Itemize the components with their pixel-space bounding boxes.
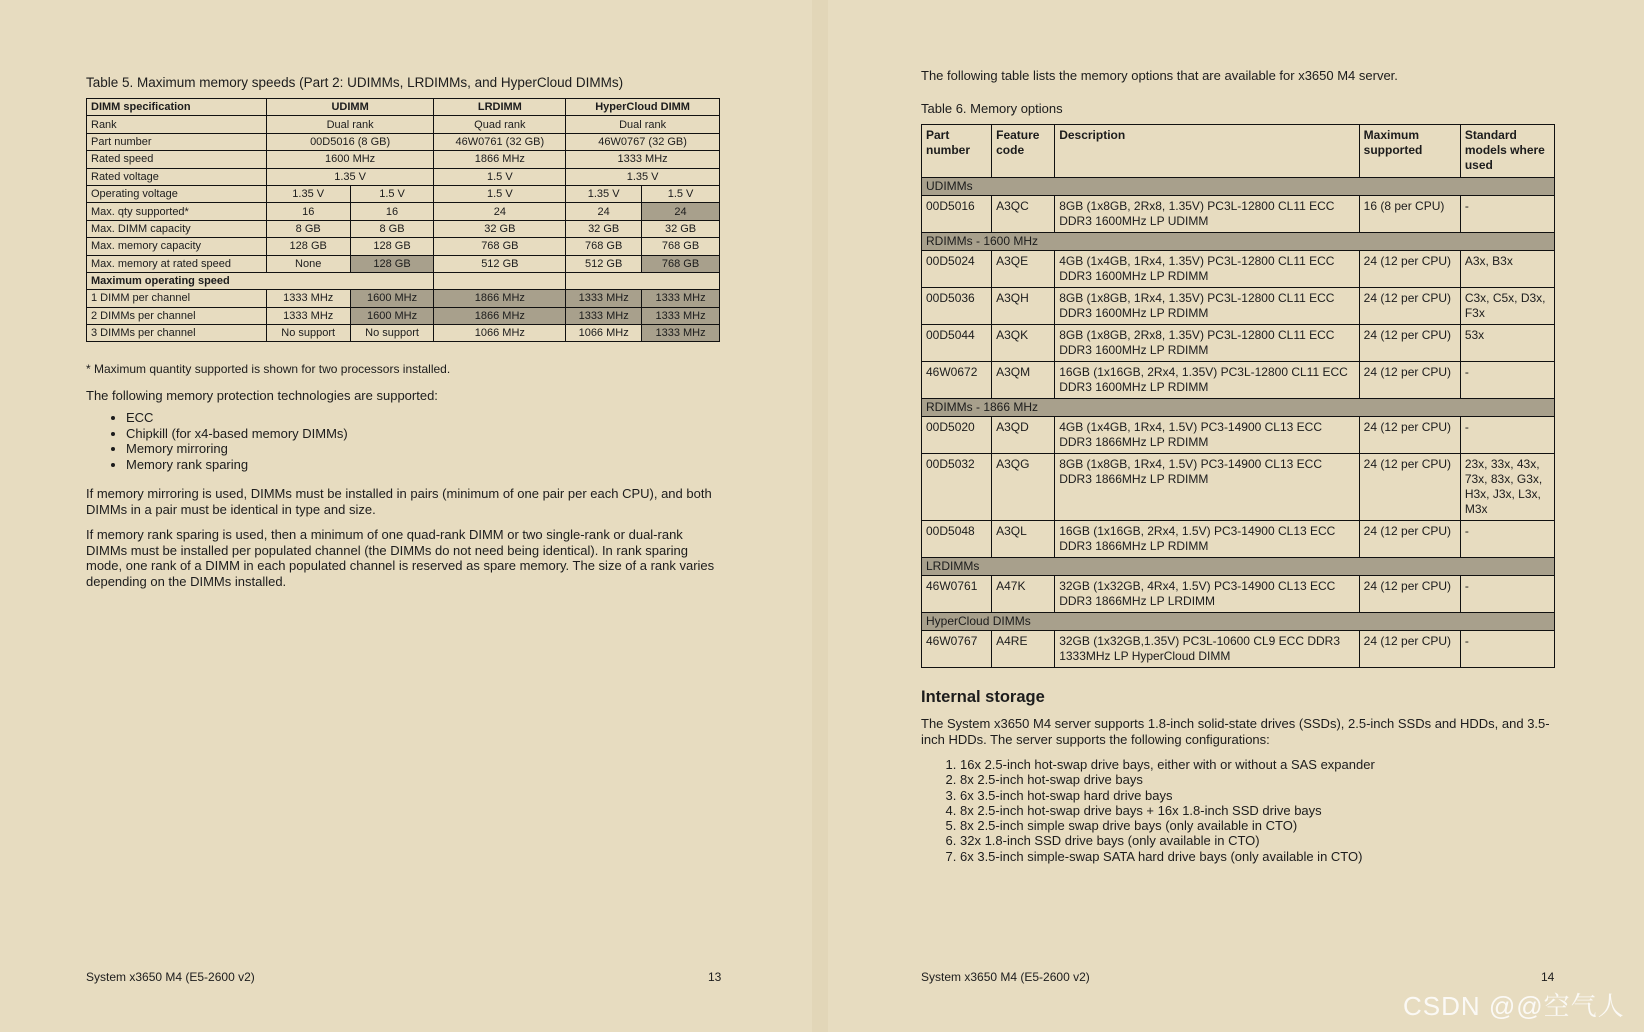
table-row <box>922 454 1555 521</box>
row-label: 3 DIMMs per channel <box>87 325 267 342</box>
table-cell: 8 GB <box>350 220 434 237</box>
table5-footnote: * Maximum quantity supported is shown for two processors installed. <box>86 362 451 376</box>
table-cell: 8GB (1x8GB, 2Rx8, 1.35V) PC3L-12800 CL11 ECC DDR3 1600MHz LP RDIMM <box>1055 325 1359 362</box>
table-row <box>922 325 1555 362</box>
table-cell: 00D5036 <box>922 288 992 325</box>
protection-intro: The following memory protection technologies are supported: <box>86 388 438 403</box>
row-label: 2 DIMMs per channel <box>87 307 267 324</box>
mirroring-paragraph: If memory mirroring is used, DIMMs must be installed in pairs (minimum of one pair per each CPU), and both DIMMs in a pair must be identical in type and size. <box>86 486 712 517</box>
table-cell: 32 GB <box>434 220 566 237</box>
table-row <box>922 417 1555 454</box>
list-item: 7. 6x 3.5-inch simple-swap SATA hard drive bays (only available in CTO) <box>960 849 1375 864</box>
page-gutter <box>812 0 828 1032</box>
memory-options-intro: The following table lists the memory options that are available for x3650 M4 server. <box>921 68 1398 83</box>
table-cell: 24 (12 per CPU) <box>1359 631 1460 668</box>
header-cell: HyperCloud DIMM <box>566 99 720 116</box>
memory-speeds-table <box>86 98 720 342</box>
table-cell: 1333 MHz <box>566 290 642 307</box>
row-label: Operating voltage <box>87 185 267 202</box>
group-row <box>922 558 1555 576</box>
table-cell: A3QC <box>992 196 1055 233</box>
list-item: • Memory rank sparing <box>126 457 348 473</box>
row-label: Max. DIMM capacity <box>87 220 267 237</box>
table-cell: 1333 MHz <box>566 307 642 324</box>
table-cell: A3x, B3x <box>1460 251 1554 288</box>
table-cell: 32 GB <box>642 220 720 237</box>
table-cell: 24 <box>642 203 720 220</box>
row-label: 1 DIMM per channel <box>87 290 267 307</box>
group-label: RDIMMs - 1600 MHz <box>922 233 1555 251</box>
table-cell: 46W0767 (32 GB) <box>566 133 720 150</box>
table-cell: 46W0761 (32 GB) <box>434 133 566 150</box>
group-row <box>922 399 1555 417</box>
table-cell: 1.5 V <box>350 185 434 202</box>
table-cell: 24 (12 per CPU) <box>1359 454 1460 521</box>
table-cell: 24 (12 per CPU) <box>1359 521 1460 558</box>
group-label: LRDIMMs <box>922 558 1555 576</box>
table5-caption: Table 5. Maximum memory speeds (Part 2: UDIMMs, LRDIMMs, and HyperCloud DIMMs) <box>86 75 624 90</box>
table-cell: 32GB (1x32GB, 4Rx4, 1.5V) PC3-14900 CL13 ECC DDR3 1866MHz LP LRDIMM <box>1055 576 1359 613</box>
table-cell: 00D5020 <box>922 417 992 454</box>
table-cell: 24 (12 per CPU) <box>1359 576 1460 613</box>
table-cell: 53x <box>1460 325 1554 362</box>
table-cell: 1.35 V <box>566 168 720 185</box>
table-header-row <box>87 99 720 116</box>
table-cell: 768 GB <box>642 238 720 255</box>
table-cell: 8GB (1x8GB, 1Rx4, 1.35V) PC3L-12800 CL11 ECC DDR3 1600MHz LP RDIMM <box>1055 288 1359 325</box>
watermark: CSDN @@空气人 <box>1403 991 1625 1021</box>
table-cell: 768 GB <box>566 238 642 255</box>
table-cell: None <box>266 255 350 272</box>
table-cell: 46W0761 <box>922 576 992 613</box>
table-cell: A3QL <box>992 521 1055 558</box>
storage-config-list <box>940 757 1375 864</box>
table-cell: 24 <box>434 203 566 220</box>
table-cell: No support <box>266 325 350 342</box>
list-item: 2. 8x 2.5-inch hot-swap drive bays <box>960 772 1375 787</box>
table-cell: A3QH <box>992 288 1055 325</box>
table-cell: A3QK <box>992 325 1055 362</box>
table-cell: 1066 MHz <box>566 325 642 342</box>
table-cell: - <box>1460 521 1554 558</box>
group-row <box>922 233 1555 251</box>
table-cell <box>566 272 720 289</box>
list-item: • Chipkill (for x4-based memory DIMMs) <box>126 426 348 442</box>
table-cell: 46W0672 <box>922 362 992 399</box>
table-cell: 8GB (1x8GB, 1Rx4, 1.5V) PC3-14900 CL13 ECC DDR3 1866MHz LP RDIMM <box>1055 454 1359 521</box>
table-cell: 4GB (1x4GB, 1Rx4, 1.35V) PC3L-12800 CL11 ECC DDR3 1600MHz LP RDIMM <box>1055 251 1359 288</box>
table-row <box>87 185 720 202</box>
table-cell: 1066 MHz <box>434 325 566 342</box>
table-cell: 00D5016 (8 GB) <box>266 133 434 150</box>
row-label: Max. memory capacity <box>87 238 267 255</box>
row-label: Rank <box>87 116 267 133</box>
table-cell: 512 GB <box>566 255 642 272</box>
table-cell: 46W0767 <box>922 631 992 668</box>
table-cell <box>434 272 566 289</box>
row-label: Max. memory at rated speed <box>87 255 267 272</box>
table-cell: A3QM <box>992 362 1055 399</box>
row-label: Rated speed <box>87 151 267 168</box>
table-cell: A4RE <box>992 631 1055 668</box>
table-row <box>922 576 1555 613</box>
left-footer-title: System x3650 M4 (E5-2600 v2) <box>86 970 255 984</box>
row-label: Rated voltage <box>87 168 267 185</box>
table-cell: - <box>1460 417 1554 454</box>
group-row <box>922 613 1555 631</box>
table-row <box>922 631 1555 668</box>
table-cell: 24 (12 per CPU) <box>1359 325 1460 362</box>
list-item: • Memory mirroring <box>126 441 348 457</box>
table-cell: 00D5048 <box>922 521 992 558</box>
table-row <box>87 307 720 324</box>
list-item: 5. 8x 2.5-inch simple swap drive bays (only available in CTO) <box>960 818 1375 833</box>
table-cell: Dual rank <box>566 116 720 133</box>
table-cell: 1.5 V <box>434 168 566 185</box>
table-cell: 32 GB <box>566 220 642 237</box>
memory-options-table <box>921 124 1555 668</box>
table-row <box>87 255 720 272</box>
table-cell: 128 GB <box>350 255 434 272</box>
table-cell: 1333 MHz <box>642 290 720 307</box>
table-cell: 16 <box>266 203 350 220</box>
table-cell: Dual rank <box>266 116 434 133</box>
table-cell: A3QE <box>992 251 1055 288</box>
header-cell: Maximum supported <box>1359 125 1460 178</box>
sparing-paragraph: If memory rank sparing is used, then a minimum of one quad-rank DIMM or two single-rank or dual-rank DIMMs must be installed per populated channel (the DIMMs do not need being identical). In rank sparing mode, one rank of a DIMM in each populated channel is reserved as spare memory. The size of a rank varies depending on the DIMMs installed. <box>86 527 715 589</box>
table-cell: 1600 MHz <box>350 290 434 307</box>
group-label: UDIMMs <box>922 178 1555 196</box>
table-cell: - <box>1460 196 1554 233</box>
header-cell: DIMM specification <box>87 99 267 116</box>
header-cell: LRDIMM <box>434 99 566 116</box>
table-header-row <box>922 125 1555 178</box>
header-cell: UDIMM <box>266 99 434 116</box>
table-cell: A47K <box>992 576 1055 613</box>
table-cell: 1333 MHz <box>266 290 350 307</box>
table6-caption: Table 6. Memory options <box>921 101 1063 116</box>
table-cell: 1.5 V <box>434 185 566 202</box>
table-cell: 1866 MHz <box>434 290 566 307</box>
table-cell: 1.35 V <box>266 185 350 202</box>
table-cell: 1333 MHz <box>266 307 350 324</box>
table-cell: 128 GB <box>350 238 434 255</box>
table-cell: - <box>1460 576 1554 613</box>
table-row <box>87 133 720 150</box>
table-cell: 00D5044 <box>922 325 992 362</box>
table-cell: 768 GB <box>434 238 566 255</box>
table-row <box>87 203 720 220</box>
row-label: Max. qty supported* <box>87 203 267 220</box>
group-row <box>922 178 1555 196</box>
table-cell: 512 GB <box>434 255 566 272</box>
list-item: 4. 8x 2.5-inch hot-swap drive bays + 16x 1.8-inch SSD drive bays <box>960 803 1375 818</box>
table-cell: 24 (12 per CPU) <box>1359 251 1460 288</box>
table-cell: 16 <box>350 203 434 220</box>
table-cell: 4GB (1x4GB, 1Rx4, 1.5V) PC3-14900 CL13 ECC DDR3 1866MHz LP RDIMM <box>1055 417 1359 454</box>
row-label: Part number <box>87 133 267 150</box>
table-cell: 16GB (1x16GB, 2Rx4, 1.5V) PC3-14900 CL13 ECC DDR3 1866MHz LP RDIMM <box>1055 521 1359 558</box>
table-cell: 24 (12 per CPU) <box>1359 288 1460 325</box>
table-row <box>922 196 1555 233</box>
table-row <box>87 220 720 237</box>
table-cell: C3x, C5x, D3x, F3x <box>1460 288 1554 325</box>
section-label: Maximum operating speed <box>87 272 434 289</box>
table-cell: 24 (12 per CPU) <box>1359 362 1460 399</box>
table-section-row <box>87 272 720 289</box>
list-item: 6. 32x 1.8-inch SSD drive bays (only available in CTO) <box>960 833 1375 848</box>
table-cell: No support <box>350 325 434 342</box>
table-row <box>87 168 720 185</box>
right-footer-title: System x3650 M4 (E5-2600 v2) <box>921 970 1090 984</box>
list-item: 1. 16x 2.5-inch hot-swap drive bays, either with or without a SAS expander <box>960 757 1375 772</box>
table-cell: 768 GB <box>642 255 720 272</box>
table-cell: 1333 MHz <box>566 151 720 168</box>
table-cell: 23x, 33x, 43x, 73x, 83x, G3x, H3x, J3x, L3x, M3x <box>1460 454 1554 521</box>
table-row <box>87 325 720 342</box>
protection-list <box>104 410 348 472</box>
header-cell: Description <box>1055 125 1359 178</box>
list-item: • ECC <box>126 410 348 426</box>
table-cell: 1866 MHz <box>434 307 566 324</box>
table-cell: 1600 MHz <box>350 307 434 324</box>
table-cell: 24 (12 per CPU) <box>1359 417 1460 454</box>
left-page-number: 13 <box>708 970 722 984</box>
table-cell: 16 (8 per CPU) <box>1359 196 1460 233</box>
header-cell: Standard models where used <box>1460 125 1554 178</box>
table-cell: 00D5024 <box>922 251 992 288</box>
table-cell: 00D5016 <box>922 196 992 233</box>
table-cell: 24 <box>566 203 642 220</box>
table-cell: 1333 MHz <box>642 325 720 342</box>
table-cell: 8 GB <box>266 220 350 237</box>
table-cell: 00D5032 <box>922 454 992 521</box>
header-cell: Feature code <box>992 125 1055 178</box>
table-cell: - <box>1460 631 1554 668</box>
table-cell: 1.5 V <box>642 185 720 202</box>
table-cell: 1.35 V <box>266 168 434 185</box>
group-label: HyperCloud DIMMs <box>922 613 1555 631</box>
table-row <box>922 251 1555 288</box>
table-row <box>922 288 1555 325</box>
table-cell: 1.35 V <box>566 185 642 202</box>
table-cell: A3QD <box>992 417 1055 454</box>
list-item: 3. 6x 3.5-inch hot-swap hard drive bays <box>960 788 1375 803</box>
table-row <box>87 151 720 168</box>
storage-intro: The System x3650 M4 server supports 1.8-inch solid-state drives (SSDs), 2.5-inch SSDs and HDDs, and 3.5-inch HDDs. The server supports the following configurations: <box>921 716 1550 747</box>
table-cell: 1600 MHz <box>266 151 434 168</box>
table-cell: Quad rank <box>434 116 566 133</box>
table-row <box>922 362 1555 399</box>
table-cell: 1866 MHz <box>434 151 566 168</box>
table-cell: 128 GB <box>266 238 350 255</box>
table-row <box>87 116 720 133</box>
table-row <box>87 238 720 255</box>
table-row <box>922 521 1555 558</box>
group-label: RDIMMs - 1866 MHz <box>922 399 1555 417</box>
header-cell: Part number <box>922 125 992 178</box>
table-cell: 32GB (1x32GB,1.35V) PC3L-10600 CL9 ECC DDR3 1333MHz LP HyperCloud DIMM <box>1055 631 1359 668</box>
table-cell: 8GB (1x8GB, 2Rx8, 1.35V) PC3L-12800 CL11 ECC DDR3 1600MHz LP UDIMM <box>1055 196 1359 233</box>
table-cell: 1333 MHz <box>642 307 720 324</box>
internal-storage-heading: Internal storage <box>921 688 1045 706</box>
table-row <box>87 290 720 307</box>
right-page-number: 14 <box>1541 970 1555 984</box>
table-cell: 16GB (1x16GB, 2Rx4, 1.35V) PC3L-12800 CL11 ECC DDR3 1600MHz LP RDIMM <box>1055 362 1359 399</box>
table-cell: A3QG <box>992 454 1055 521</box>
table-cell: - <box>1460 362 1554 399</box>
